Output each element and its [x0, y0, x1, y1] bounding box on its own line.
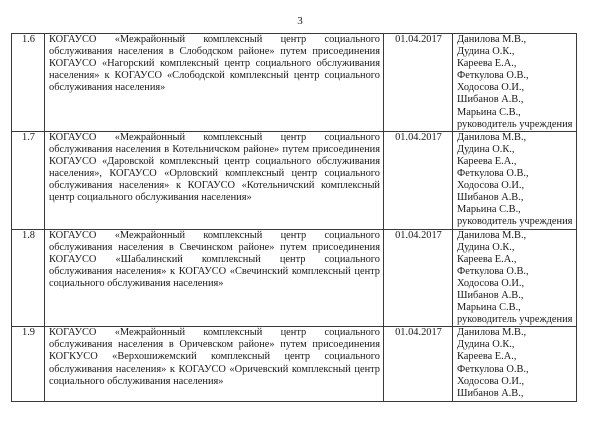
item-description: КОГАУСО «Межрайонный комплексный центр социального обслуживания населения в Котельничском районе» путем присоединения КОГАУСО «Даровской комплексный центр социального обслуживания населения», КОГАУСО «Орловский комплексный центр социального обслуживания населения» к КОГАУСО «Котельничский комплексный центр социального обслуживания населения» [45, 131, 384, 229]
responsible-name: Шибанов А.В., [457, 192, 524, 204]
responsible-name: Феткулова О.В., [457, 363, 529, 375]
item-number: 1.8 [12, 229, 45, 327]
responsible-name: руководитель учреждения [457, 314, 573, 326]
item-number: 1.7 [12, 131, 45, 229]
responsible-name: Дудина О.К., [457, 339, 515, 351]
responsible-name: Шибанов А.В., [457, 289, 524, 301]
responsible-name: Ходосова О.И., [457, 82, 525, 94]
item-description: КОГАУСО «Межрайонный комплексный центр социального обслуживания населения в Оричевском районе» путем присоединения КОГКУСО «Верхошижемский комплексный центр социального обслуживания населения» к КОГАУСО «Оричевский комплексный центр социального обслуживания населения» [45, 327, 384, 402]
item-number: 1.9 [12, 327, 45, 402]
item-date: 01.04.2017 [384, 131, 453, 229]
responsible-name: Кареева Е.А., [457, 351, 517, 363]
responsible-name: Дудина О.К., [457, 143, 515, 155]
responsible-name: Марьина С.В., [457, 204, 521, 216]
table-row [12, 327, 577, 402]
item-date: 01.04.2017 [384, 229, 453, 327]
item-description: КОГАУСО «Межрайонный комплексный центр социального обслуживания населения в Свечинском районе» путем присоединения КОГАУСО «Шабалинский комплексный центр социального обслуживания населения» к КОГАУСО «Свечинский комплексный центр социального обслуживания населения» [45, 229, 384, 327]
responsible-name: Феткулова О.В., [457, 70, 529, 82]
responsible-name: Дудина О.К., [457, 241, 515, 253]
item-date: 01.04.2017 [384, 327, 453, 402]
table-row [12, 34, 577, 132]
table-row [12, 229, 577, 327]
responsible-name: Ходосова О.И., [457, 180, 525, 192]
responsible-name: Ходосова О.И., [457, 375, 525, 387]
responsible-name: Феткулова О.В., [457, 168, 529, 180]
responsible-name: руководитель учреждения [457, 118, 573, 130]
responsible-name: Данилова М.В., [457, 327, 527, 339]
item-date: 01.04.2017 [384, 34, 453, 132]
page-number: 3 [297, 15, 303, 27]
responsible-name: Шибанов А.В., [457, 94, 524, 106]
table-row [12, 131, 577, 229]
responsible-name: Кареева Е.А., [457, 253, 517, 265]
responsible-name: Кареева Е.А., [457, 58, 517, 70]
responsible-name: Кареева Е.А., [457, 155, 517, 167]
item-responsible [453, 34, 577, 132]
responsible-name: руководитель учреждения [457, 216, 573, 228]
responsible-name: Марьина С.В., [457, 302, 521, 314]
reorganization-table [11, 33, 577, 402]
responsible-name: Марьина С.В., [457, 106, 521, 118]
responsible-name: Данилова М.В., [457, 131, 527, 143]
responsible-name: Шибанов А.В., [457, 387, 524, 399]
responsible-name: Ходосова О.И., [457, 277, 525, 289]
responsible-name: Данилова М.В., [457, 229, 527, 241]
item-number: 1.6 [12, 34, 45, 132]
responsible-name: Феткулова О.В., [457, 265, 529, 277]
item-responsible [453, 229, 577, 327]
item-responsible [453, 131, 577, 229]
responsible-name: Дудина О.К., [457, 46, 515, 58]
item-description: КОГАУСО «Межрайонный комплексный центр социального обслуживания населения в Слободском районе» путем присоединения КОГАУСО «Нагорский комплексный центр социального обслуживания населения» к КОГАУСО «Слободской комплексный центр социального обслуживания населения» [45, 34, 384, 132]
item-responsible [453, 327, 577, 402]
responsible-name: Данилова М.В., [457, 34, 527, 45]
